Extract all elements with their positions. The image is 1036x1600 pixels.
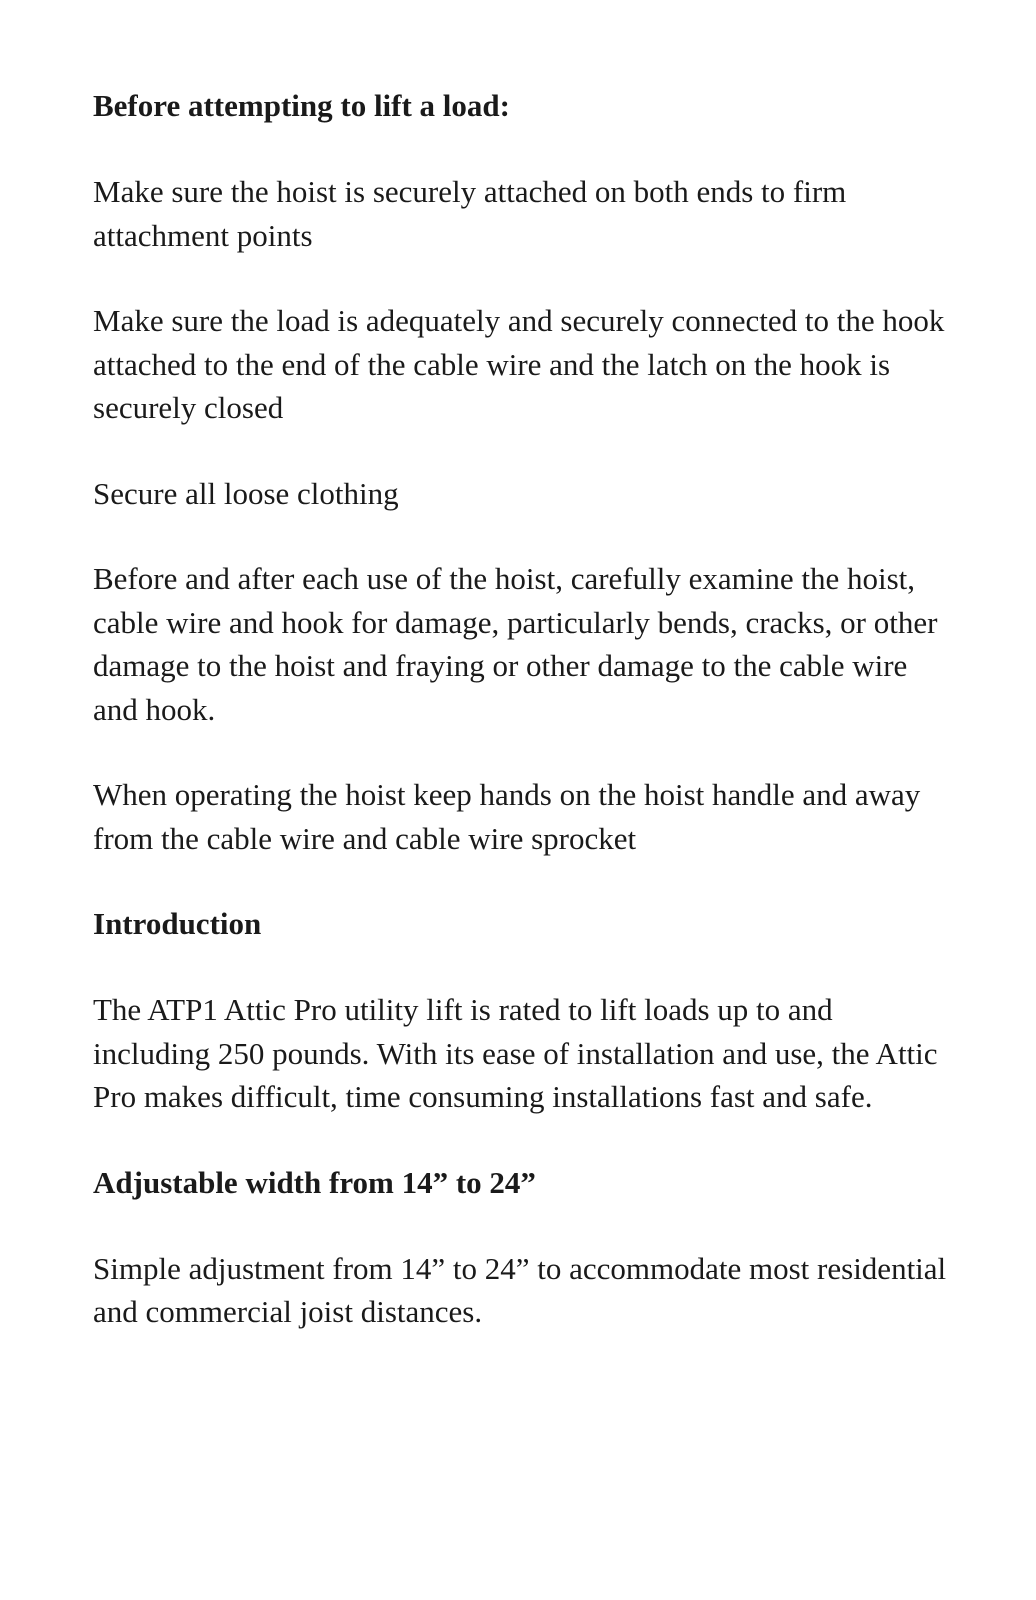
instruction-hands-on-handle: When operating the hoist keep hands on the hoist handle and away from the cable wire and cable wire sprocket xyxy=(93,777,921,856)
instruction-secure-clothing: Secure all loose clothing xyxy=(93,475,399,511)
instruction-connect-load: Make sure the load is adequately and securely connected to the hook attached to the end of the cable wire and the latch on the hook is securely closed xyxy=(93,303,945,425)
section-heading-adjustable-width: Adjustable width from 14” to 24” xyxy=(93,1164,536,1200)
instruction-attach-hoist: Make sure the hoist is securely attached on both ends to firm attachment points xyxy=(93,174,847,253)
adjustable-width-paragraph: Simple adjustment from 14” to 24” to accommodate most residential and commercial joist distances. xyxy=(93,1250,947,1329)
section-heading-before-lifting: Before attempting to lift a load: xyxy=(93,88,510,123)
introduction-paragraph: The ATP1 Attic Pro utility lift is rated to lift loads up to and including 250 pounds. With its ease of installation and use, the Attic Pro makes difficult, time consuming installations fast and safe. xyxy=(93,992,938,1114)
document-page xyxy=(93,84,953,1334)
instruction-examine-hoist: Before and after each use of the hoist, carefully examine the hoist, cable wire and hook for damage, particularly bends, cracks, or other damage to the hoist and fraying or other damage to the cable wire and hook. xyxy=(93,561,938,727)
section-heading-introduction: Introduction xyxy=(93,906,262,941)
